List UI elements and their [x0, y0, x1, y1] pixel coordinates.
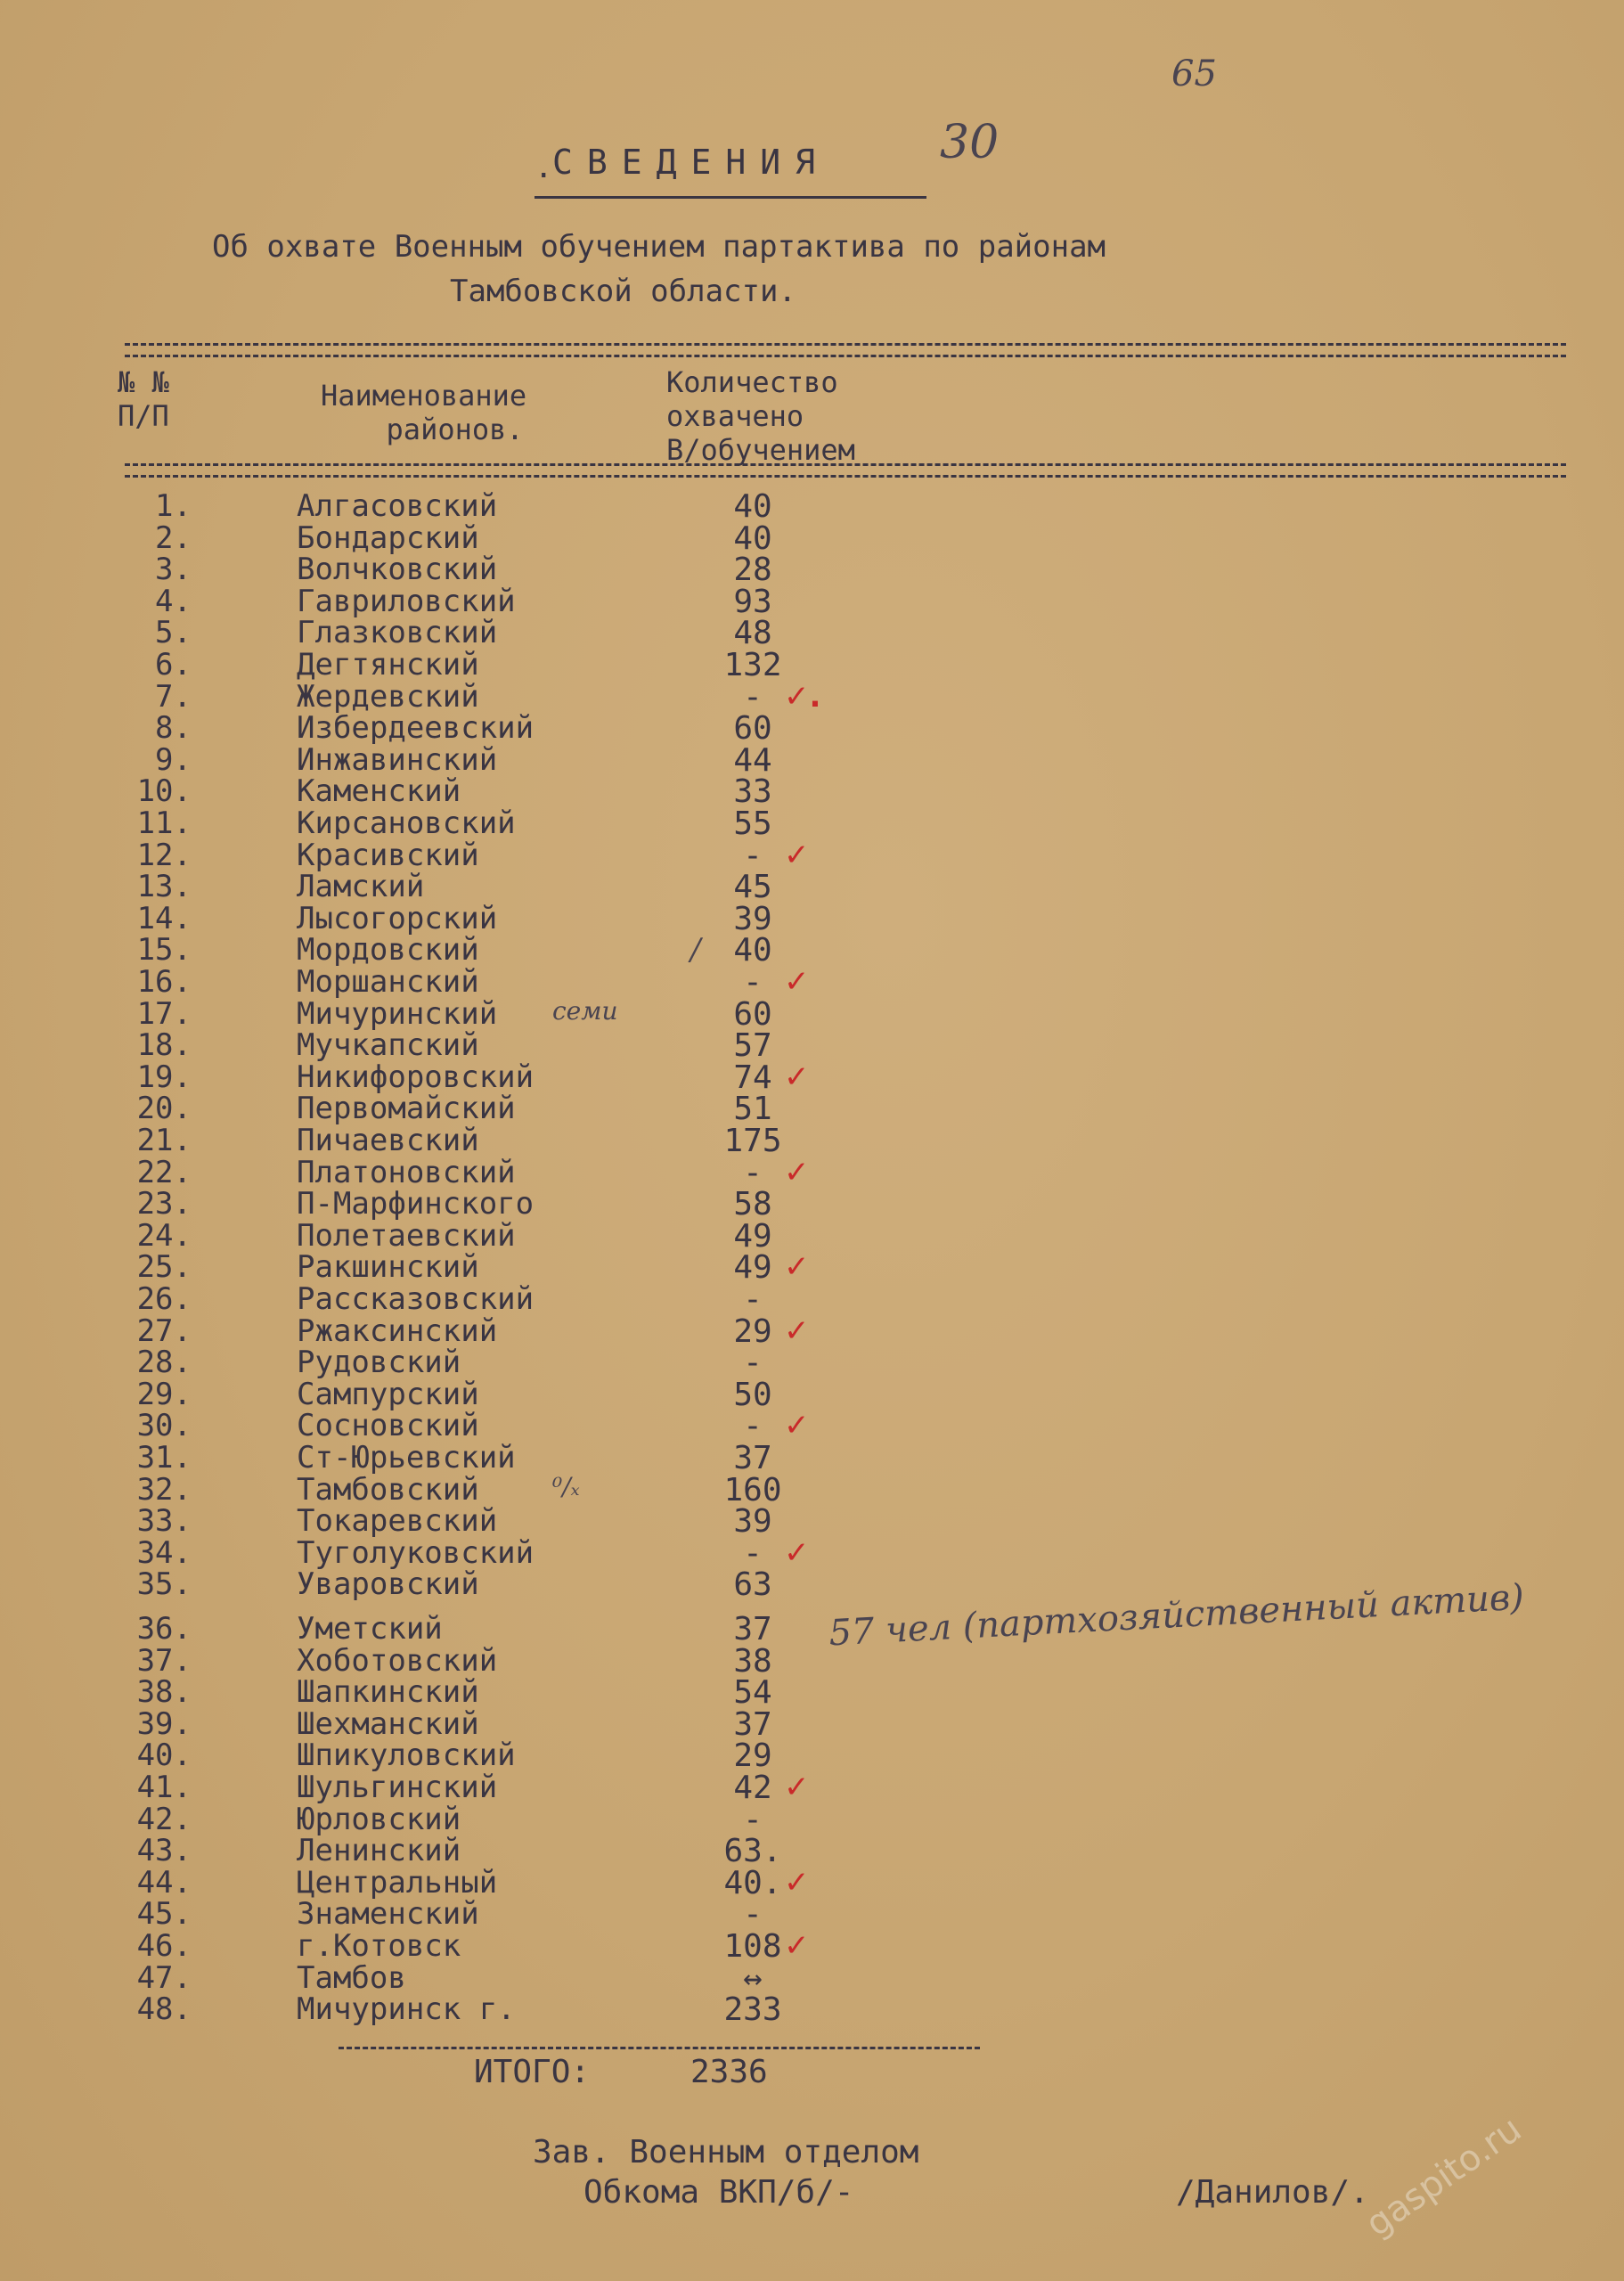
coverage-count: 49: [733, 1249, 772, 1287]
column-header-num-line1: № №: [118, 365, 169, 399]
coverage-count: 108: [723, 1928, 782, 1965]
coverage-count: 57: [733, 1027, 772, 1065]
coverage-count: 49: [733, 1217, 772, 1255]
row-number: 14.: [136, 900, 192, 936]
check-mark: ✓: [784, 1249, 810, 1286]
title-prefix: .: [535, 150, 553, 185]
row-number: 36.: [136, 1611, 192, 1647]
district-name: Знаменский: [297, 1896, 479, 1933]
check-mark: ✓: [784, 1770, 810, 1805]
district-name: Ракшинский: [297, 1249, 479, 1286]
district-name: Первомайский: [297, 1091, 516, 1127]
coverage-count: 33: [733, 773, 772, 811]
signatory-name: /Данилов/.: [1176, 2174, 1369, 2211]
subtitle-line-1: Об охвате Военным обучением партактива по районам: [212, 229, 1106, 265]
district-name: Сосновский: [297, 1408, 479, 1444]
row-number: 25.: [136, 1249, 192, 1286]
header-bottom-rule: [125, 463, 1566, 478]
coverage-count: 29: [733, 1312, 772, 1350]
district-name: Рассказовский: [297, 1281, 535, 1317]
district-name: Рудовский: [297, 1345, 461, 1381]
row-number: 5.: [155, 615, 192, 651]
district-name: Жердевский: [297, 678, 479, 715]
coverage-count: -: [743, 964, 763, 1001]
coverage-count: 51: [733, 1091, 772, 1128]
row-annotation: семи: [552, 995, 618, 1026]
coverage-count: 63: [733, 1566, 772, 1604]
check-mark: ✓: [784, 1864, 810, 1901]
coverage-count: 40.: [723, 1864, 782, 1901]
coverage-count: 38: [733, 1642, 772, 1680]
district-name: г.Котовск: [297, 1928, 461, 1964]
row-number: 12.: [136, 837, 192, 873]
district-name: Избердеевский: [297, 710, 535, 747]
coverage-count: -: [743, 1896, 763, 1934]
district-name: П-Марфинского: [297, 1186, 535, 1222]
coverage-count: 40: [733, 488, 772, 525]
district-name: Шехманский: [297, 1705, 479, 1742]
check-mark: ✓: [784, 964, 810, 1000]
row-number: 20.: [136, 1091, 192, 1127]
column-header-num: [118, 365, 169, 433]
district-name: Глазковский: [297, 615, 498, 651]
row-number: 48.: [136, 1991, 192, 2028]
check-mark: ✓: [784, 1534, 810, 1571]
district-name: Полетаевский: [297, 1217, 516, 1254]
row-number: 10.: [136, 773, 192, 810]
row-number: 27.: [136, 1312, 192, 1349]
coverage-count: 175: [723, 1123, 782, 1159]
district-name: Хоботовский: [297, 1642, 498, 1679]
coverage-count: 39: [733, 1503, 772, 1541]
row-number: 16.: [136, 964, 192, 1000]
coverage-count: -: [743, 837, 763, 874]
coverage-count: 60: [733, 710, 772, 748]
district-name: Мучкапский: [297, 1027, 479, 1064]
district-name: Пичаевский: [297, 1123, 479, 1158]
district-name: Ржаксинский: [297, 1312, 498, 1349]
coverage-count: 37: [733, 1611, 772, 1647]
column-header-name-line2: районов.: [386, 413, 524, 446]
coverage-count: 37: [733, 1705, 772, 1743]
row-number: 4.: [155, 583, 192, 619]
row-number: 19.: [136, 1059, 192, 1095]
row-number: 45.: [136, 1896, 192, 1933]
coverage-count: 233: [723, 1991, 782, 2029]
row-number: 21.: [136, 1123, 192, 1158]
coverage-count: 60: [733, 995, 772, 1033]
row-number: 42.: [136, 1801, 192, 1837]
row-number: 46.: [136, 1928, 192, 1964]
row-number: 28.: [136, 1345, 192, 1381]
coverage-count: 54: [733, 1674, 772, 1712]
row-number: 32.: [136, 1471, 192, 1508]
district-name: Дегтянский: [297, 647, 479, 683]
coverage-count: 74: [733, 1059, 772, 1096]
row-number: 35.: [136, 1566, 192, 1603]
coverage-count: 63.: [723, 1833, 782, 1870]
row-number: 18.: [136, 1027, 192, 1064]
coverage-count: 93: [733, 583, 772, 620]
coverage-count: -: [743, 1408, 763, 1445]
column-header-name-line1: Наименование: [321, 379, 527, 413]
row-number: 38.: [136, 1674, 192, 1711]
signature-title-line2: Обкома ВКП/б/-: [583, 2174, 854, 2211]
district-name: Токаревский: [297, 1503, 498, 1540]
coverage-count: -: [743, 678, 763, 715]
district-name: Моршанский: [297, 964, 479, 1000]
coverage-count: ↔: [743, 1959, 763, 1997]
check-mark: ✓: [784, 1928, 810, 1964]
district-name: Туголуковский: [297, 1534, 535, 1571]
row-number: 37.: [136, 1642, 192, 1679]
coverage-count: 29: [733, 1737, 772, 1775]
row-number: 13.: [136, 869, 192, 905]
row-number: 47.: [136, 1959, 192, 1996]
district-name: Каменский: [297, 773, 461, 810]
row-number: 9.: [155, 741, 192, 778]
district-name: Сампурский: [297, 1376, 479, 1412]
row-number: 43.: [136, 1833, 192, 1869]
row-number: 31.: [136, 1440, 192, 1476]
page-number: 65: [1171, 53, 1217, 94]
column-header-count-line1: Количество: [666, 365, 838, 399]
column-header-name: [321, 379, 526, 446]
district-name: Лысогорский: [297, 900, 498, 936]
district-name: Красивский: [297, 837, 479, 873]
row-number: 2.: [155, 519, 192, 556]
coverage-count: 44: [733, 741, 772, 779]
row-number: 29.: [136, 1376, 192, 1412]
coverage-count: 48: [733, 615, 772, 652]
coverage-count: 40: [733, 932, 772, 969]
district-name: Мичуринск г.: [297, 1991, 516, 2028]
district-name: Бондарский: [297, 519, 479, 556]
coverage-count: 39: [733, 900, 772, 937]
row-number: 22.: [136, 1154, 192, 1190]
row-number: 11.: [136, 805, 192, 841]
coverage-count: -: [743, 1534, 763, 1572]
coverage-count: 28: [733, 552, 772, 589]
subtitle-line-2: Тамбовской области.: [450, 274, 796, 309]
district-name: Ст-Юрьевский: [297, 1440, 516, 1476]
coverage-count: 58: [733, 1186, 772, 1223]
row-number: 23.: [136, 1186, 192, 1222]
check-mark: ✓: [784, 1312, 810, 1349]
coverage-count: -: [743, 1801, 763, 1838]
column-header-count-line3: В/обучением: [666, 433, 855, 467]
district-name: Мордовский: [297, 932, 479, 969]
row-number: 26.: [136, 1281, 192, 1317]
coverage-count: 45: [733, 869, 772, 906]
row-number: 15.: [136, 932, 192, 969]
coverage-count: 132: [723, 647, 782, 683]
check-mark: ✓.: [784, 678, 821, 715]
district-name: Шпикуловский: [297, 1737, 516, 1774]
district-name: Мичуринский: [297, 995, 498, 1032]
watermark: gaspito.ru: [1359, 2108, 1530, 2245]
row-number: 17.: [136, 995, 192, 1032]
check-mark: ✓: [784, 837, 810, 873]
row-number: 1.: [155, 488, 192, 524]
coverage-count: -: [743, 1345, 763, 1382]
margin-note: 57 чел (партхозяйственный актив): [828, 1576, 1525, 1655]
district-name: Гавриловский: [297, 583, 516, 619]
district-name: Ленинский: [297, 1833, 461, 1869]
total-label: ИТОГО:: [474, 2054, 591, 2090]
header-top-rule: [125, 343, 1566, 357]
district-name: Уваровский: [297, 1566, 479, 1603]
row-number: 6.: [155, 647, 192, 683]
district-name: Юрловский: [297, 1801, 461, 1837]
check-mark: ✓: [784, 1059, 810, 1095]
title-underline: [535, 196, 926, 199]
row-annotation: ⁰/ₓ: [552, 1471, 580, 1501]
coverage-count: 42: [733, 1770, 772, 1806]
row-number: 30.: [136, 1408, 192, 1444]
district-name: Волчковский: [297, 552, 498, 588]
district-name: Алгасовский: [297, 488, 498, 524]
coverage-count: -: [743, 1154, 763, 1191]
district-name: Инжавинский: [297, 741, 498, 778]
district-name: Тамбов: [297, 1959, 406, 1996]
row-number: 40.: [136, 1737, 192, 1774]
district-name: Платоновский: [297, 1154, 516, 1190]
column-header-count-line2: охвачено: [666, 399, 804, 433]
check-mark: ✓: [784, 1408, 810, 1444]
column-header-count: [666, 365, 855, 467]
row-number: 3.: [155, 552, 192, 588]
coverage-count: -: [743, 1281, 763, 1318]
title-annotation: 30: [940, 116, 1000, 169]
row-number: 44.: [136, 1864, 192, 1901]
row-number: 33.: [136, 1503, 192, 1540]
district-name: Уметский: [297, 1611, 443, 1647]
district-name: Шапкинский: [297, 1674, 479, 1711]
district-name: Никифоровский: [297, 1059, 535, 1095]
signature-title-line1: Зав. Военным отделом: [533, 2134, 919, 2171]
district-name: Тамбовский: [297, 1471, 479, 1508]
total-value: 2336: [690, 2054, 768, 2090]
coverage-count: 50: [733, 1376, 772, 1413]
coverage-count: 40: [733, 519, 772, 557]
margin-stroke: /: [690, 932, 701, 969]
row-number: 41.: [136, 1770, 192, 1805]
row-number: 24.: [136, 1217, 192, 1254]
row-number: 8.: [155, 710, 192, 747]
district-name: Шульгинский: [297, 1770, 498, 1805]
district-name: Центральный: [297, 1864, 498, 1901]
total-rule: [339, 2047, 980, 2049]
column-header-num-line2: П/П: [118, 399, 169, 433]
row-number: 39.: [136, 1705, 192, 1742]
row-number: 34.: [136, 1534, 192, 1571]
document-title: СВЕДЕНИЯ: [552, 143, 830, 182]
district-name: Кирсановский: [297, 805, 516, 841]
coverage-count: 160: [723, 1471, 782, 1508]
row-number: 7.: [155, 678, 192, 715]
check-mark: ✓: [784, 1154, 810, 1190]
coverage-count: 37: [733, 1440, 772, 1476]
district-name: Ламский: [297, 869, 425, 905]
coverage-count: 55: [733, 805, 772, 842]
